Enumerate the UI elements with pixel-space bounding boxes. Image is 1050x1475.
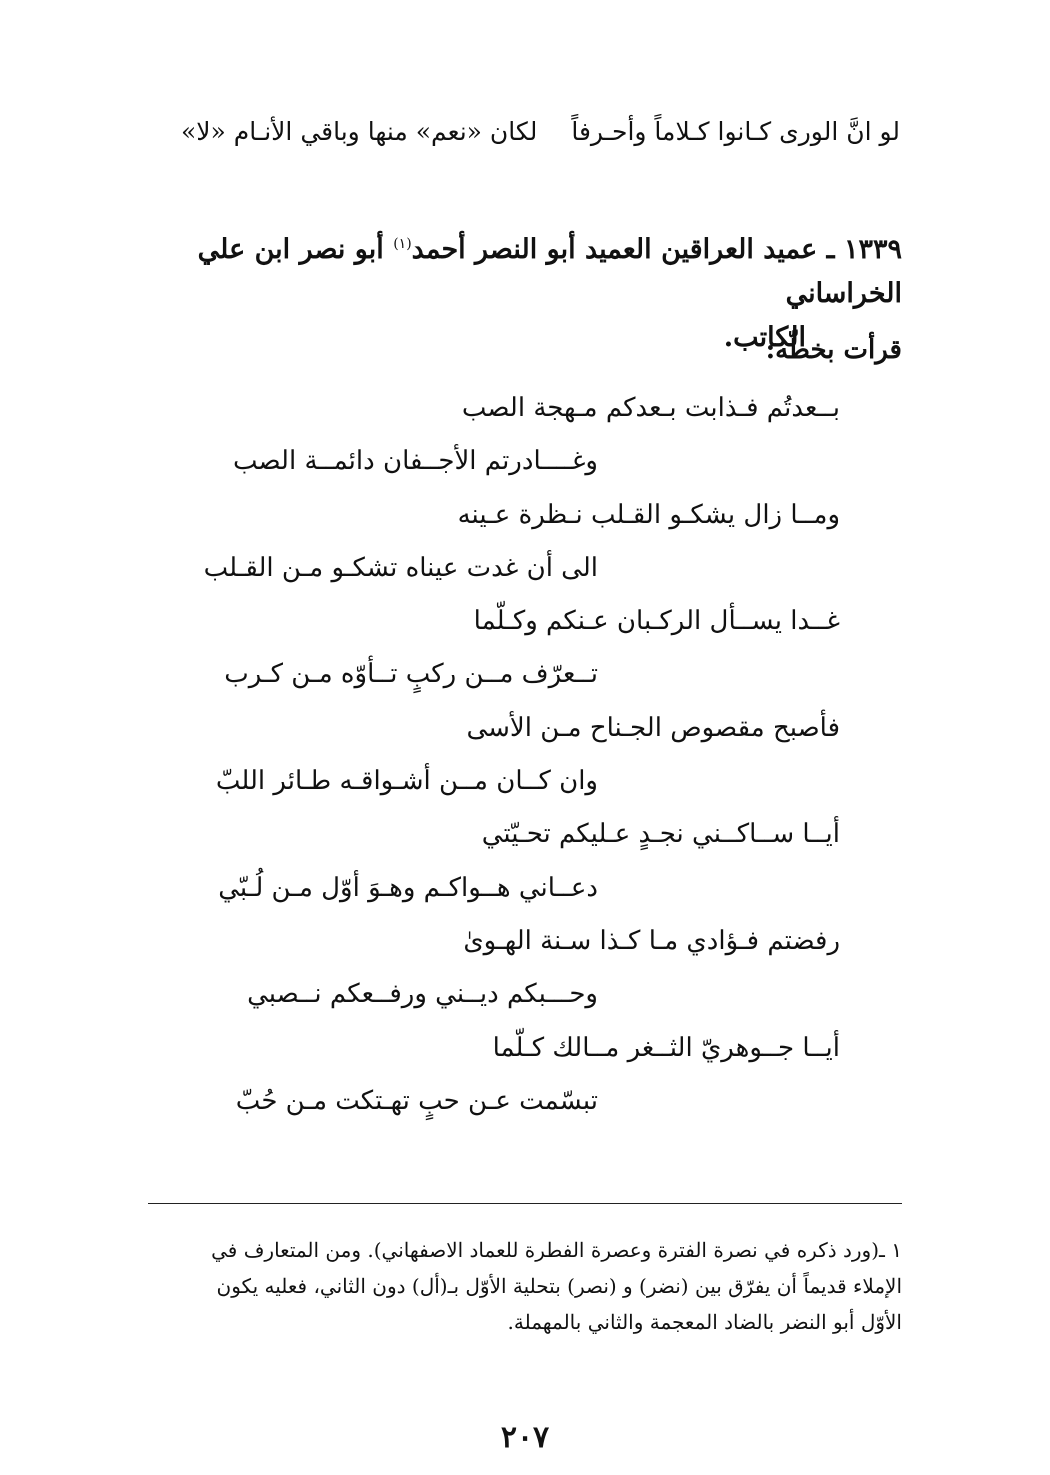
poem-line: الى أن غدت عيناه تشكـو مـن القـلب <box>203 552 598 583</box>
poem-line: رفضتم فـؤادي مـا كـذا سـنة الهـوىٰ <box>463 925 840 956</box>
poem-line: أيــا جــوهريّ الثــغر مــالك كـلّما <box>492 1032 840 1063</box>
verse-hemistich-first: لو انَّ الورى كـانوا كـلاماً وأحـرفاً <box>571 117 900 146</box>
poem-line: بــعدتُم فـذابت بـعدكم مـهجة الصب <box>461 393 840 423</box>
opening-verse <box>140 112 900 152</box>
poem-line: دعــاني هــواكـم وهـوَ أوّل مـن لُـبّي <box>218 872 598 903</box>
poem-line: ومــا زال يشكـو القـلب نـظرة عـينه <box>457 499 840 530</box>
entry-title-line2: الكاتب. <box>723 322 806 353</box>
poem <box>200 385 840 1131</box>
poem-line: وحـــبكم ديــني ورفــعكم نــصبي <box>247 979 598 1010</box>
poem-line: تبسّمت عـن حبٍ تهـتكت مـن حُبّ <box>235 1085 598 1116</box>
entry-title-rest: أبو نصر ابن علي الخراساني <box>197 234 902 309</box>
poem-line: تــعرّف مــن ركبٍ تــأوّه مـن كـرب <box>224 659 598 690</box>
footnote-reference: (١) <box>393 236 412 252</box>
verse-hemistich-second: لكان «نعم» منها وباقي الأنـام «لا» <box>181 117 538 146</box>
poem-line: وان كــان مــن أشـواقـه طـائر اللبّ <box>215 766 598 797</box>
poem-line: غــدا يســأل الركـبان عـنكم وكـلّما <box>473 606 840 637</box>
poem-line: فأصبح مقصوص الجـناح مـن الأسى <box>466 712 840 743</box>
footnote-divider <box>148 1203 902 1204</box>
read-note: قرأت بخطّه: <box>765 335 902 365</box>
footnote-line: ١ ـ(ورد ذكره في نصرة الفترة وعصرة الفطرة للعماد الاصفهاني). ومن المتعارف في <box>211 1238 902 1262</box>
footnote-line: الأوّل أبو النضر بالضاد المعجمة والثاني بالمهملة. <box>507 1310 902 1334</box>
entry-title: ١٣٣٩ ـ عميد العراقين العميد أبو النصر أحمد <box>411 234 902 265</box>
page-number: ٢٠٧ <box>500 1420 550 1455</box>
footnote <box>146 1232 902 1340</box>
poem-line: أيــا ســاكــني نجـدٍ عـليكم تحـيّتي <box>481 819 840 850</box>
footnote-line: الإملاء قديماً أن يفرّق بين (نضر) و (نصر) بتحلية الأوّل بـ(أل) دون الثاني، فعليه يكون <box>216 1274 902 1298</box>
poem-line: وغــــادرتم الأجــفان دائمــة الصب <box>232 446 598 477</box>
